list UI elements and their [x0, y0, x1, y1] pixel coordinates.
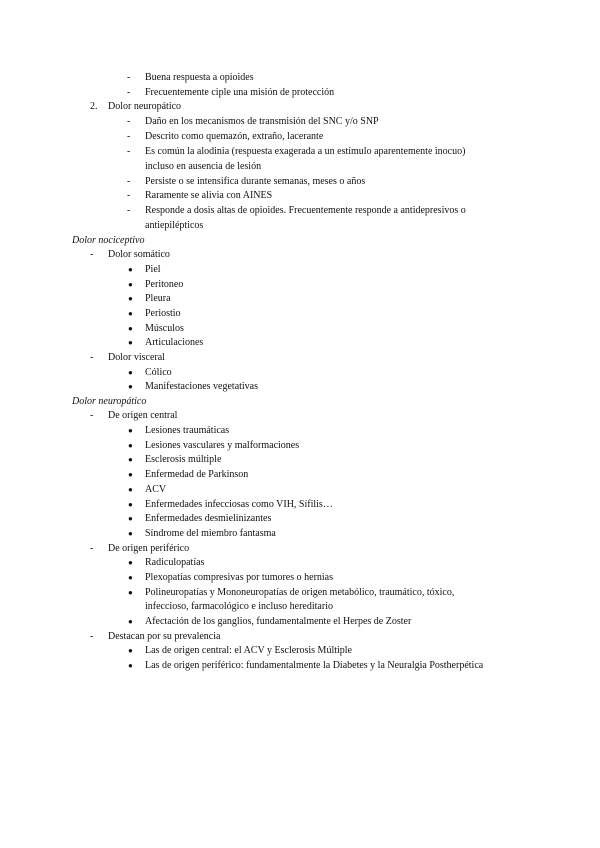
bullet-marker: ● — [128, 661, 133, 670]
bullet-marker: ● — [128, 338, 133, 347]
list-item: Músculos — [145, 323, 184, 334]
list-item: Raramente se alivia con AINES — [145, 190, 273, 201]
list-item-continuation: incluso en ausencia de lesión — [145, 161, 262, 172]
bullet-marker: ● — [128, 573, 133, 582]
dash-marker: - — [90, 249, 94, 260]
list-item: Lesiones vasculares y malformaciones — [145, 440, 300, 451]
section-heading: Dolor nociceptivo — [72, 235, 145, 246]
section-heading: Dolor neuropático — [72, 396, 147, 407]
list-item: Enfermedades desmielinizantes — [145, 513, 272, 524]
dash-marker: - — [127, 72, 131, 83]
bullet-marker: ● — [128, 485, 133, 494]
list-item: Enfermedad de Parkinson — [145, 469, 249, 480]
list-item: Periostio — [145, 308, 181, 319]
bullet-marker: ● — [128, 265, 133, 274]
list-item-continuation: antiepilépticos — [145, 220, 204, 231]
subsection-label: De origen periférico — [108, 543, 190, 554]
subsection-label: De origen central — [108, 410, 178, 421]
list-item: Radiculopatías — [145, 557, 205, 568]
dash-marker: - — [90, 352, 94, 363]
subsection-label: Dolor somático — [108, 249, 170, 260]
list-item-continuation: infeccioso, farmacológico e incluso hereditario — [145, 601, 333, 612]
list-item: Frecuentemente ciple una misión de protección — [145, 87, 335, 98]
list-item: Pleura — [145, 293, 171, 304]
list-item: Daño en los mecanismos de transmisión del SNC y/o SNP — [145, 116, 379, 127]
dash-marker: - — [90, 631, 94, 642]
dash-marker: - — [127, 205, 131, 216]
dash-marker: - — [90, 543, 94, 554]
bullet-marker: ● — [128, 558, 133, 567]
list-item: Persiste o se intensifica durante semanas, meses o años — [145, 176, 366, 187]
list-item: Polineuropatías y Mononeuropatías de origen metabólico, traumático, tóxico, — [145, 587, 455, 598]
list-item: Esclerosis múltiple — [145, 454, 222, 465]
list-number: 2. — [90, 101, 98, 112]
dash-marker: - — [127, 116, 131, 127]
list-item: Piel — [145, 264, 161, 275]
dash-marker: - — [90, 410, 94, 421]
list-item: Plexopatías compresivas por tumores o hernias — [145, 572, 334, 583]
list-item: Responde a dosis altas de opioides. Frecuentemente responde a antidepresivos o — [145, 205, 466, 216]
bullet-marker: ● — [128, 455, 133, 464]
bullet-marker: ● — [128, 382, 133, 391]
bullet-marker: ● — [128, 441, 133, 450]
bullet-marker: ● — [128, 324, 133, 333]
bullet-marker: ● — [128, 500, 133, 509]
dash-marker: - — [127, 190, 131, 201]
list-item: Lesiones traumáticas — [145, 425, 230, 436]
dash-marker: - — [127, 87, 131, 98]
list-item: Enfermedades infecciosas como VIH, Sífilis… — [145, 499, 333, 510]
bullet-marker: ● — [128, 646, 133, 655]
list-item: Buena respuesta a opioides — [145, 72, 254, 83]
dash-marker: - — [127, 131, 131, 142]
subsection-label: Destacan por su prevalencia — [108, 631, 221, 642]
list-item: Las de origen periférico: fundamentalmente la Diabetes y la Neuralgia Postherpética — [145, 660, 484, 671]
bullet-marker: ● — [128, 426, 133, 435]
list-item: Descrito como quemazón, extraño, lacerante — [145, 131, 324, 142]
bullet-marker: ● — [128, 294, 133, 303]
bullet-marker: ● — [128, 588, 133, 597]
list-item: Peritoneo — [145, 279, 184, 290]
list-item: Las de origen central: el ACV y Esclerosis Múltiple — [145, 645, 352, 656]
bullet-marker: ● — [128, 514, 133, 523]
bullet-marker: ● — [128, 470, 133, 479]
subsection-label: Dolor visceral — [108, 352, 165, 363]
bullet-marker: ● — [128, 617, 133, 626]
numbered-heading: Dolor neuropático — [108, 101, 182, 112]
list-item: Es común la alodinia (respuesta exagerada a un estímulo aparentemente inocuo) — [145, 146, 466, 157]
list-item: ACV — [145, 484, 167, 495]
list-item: Manifestaciones vegetativas — [145, 381, 259, 392]
bullet-marker: ● — [128, 309, 133, 318]
dash-marker: - — [127, 146, 131, 157]
bullet-marker: ● — [128, 529, 133, 538]
dash-marker: - — [127, 176, 131, 187]
list-item: Cólico — [145, 367, 172, 378]
bullet-marker: ● — [128, 280, 133, 289]
list-item: Afectación de los ganglios, fundamentalmente el Herpes de Zoster — [145, 616, 412, 627]
list-item: Síndrome del miembro fantasma — [145, 528, 276, 539]
bullet-marker: ● — [128, 368, 133, 377]
list-item: Articulaciones — [145, 337, 204, 348]
